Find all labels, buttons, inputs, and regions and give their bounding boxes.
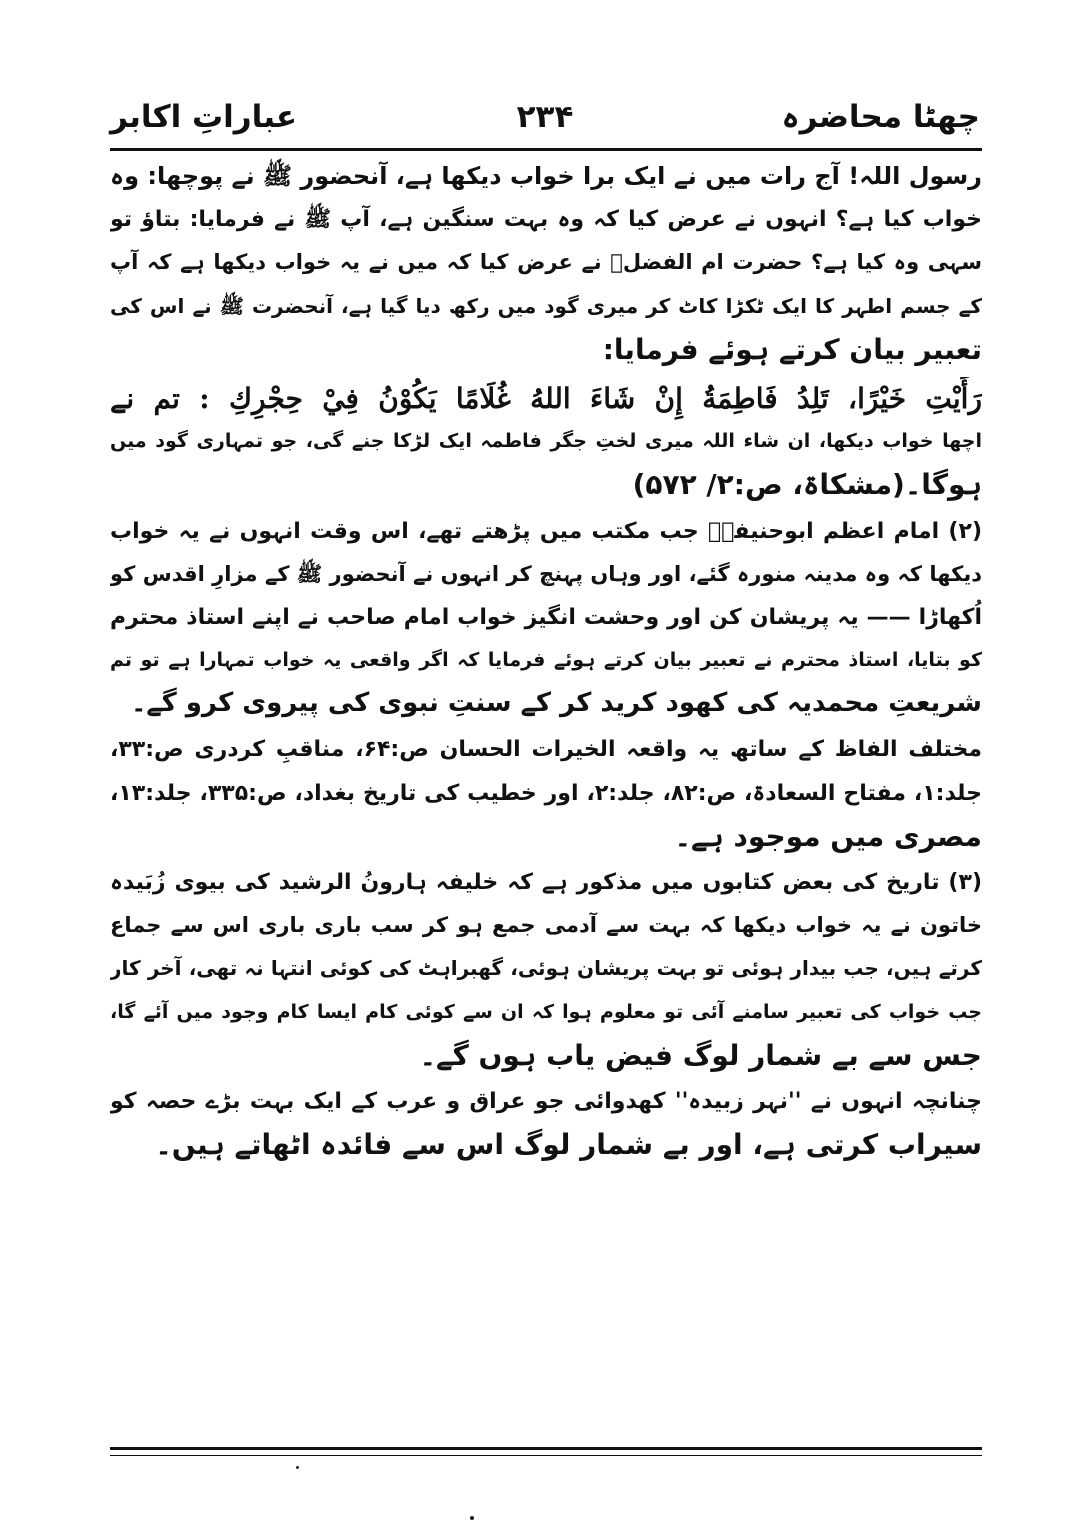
citation-line: ہوگا۔(مشکاۃ، ص:۲/ ۵۷۲) xyxy=(632,468,982,502)
text-line: خواب کیا ہے؟ انہوں نے عرض کیا کہ وہ بہت سنگین ہے، آپ ﷺ نے فرمایا: بتاؤ تو xyxy=(110,207,982,233)
reference-line: جلد:۱، مفتاح السعادۃ، ص:۸۲، جلد:۲، اور خطیب کی تاریخ بغداد، ص:۳۳۵، جلد:۱۳، xyxy=(110,780,982,806)
reference-line: مختلف الفاظ کے ساتھ یہ واقعہ الخیرات الحسان ص:۶۴، مناقبِ کردری ص:۳۳، xyxy=(110,737,982,763)
chapter-title: چھٹا محاضرہ xyxy=(781,99,980,135)
text-line: شریعتِ محمدیہ کی کھود کرید کر کے سنتِ نبوی کی پیروی کرو گے۔ xyxy=(131,688,982,719)
scan-speck xyxy=(470,1516,474,1520)
arabic-quote-line: رَأَيْتِ خَيْرًا، تَلِدُ فَاطِمَةُ إِنْ شَاءَ اللهُ غُلَامًا يَكُوْنُ فِيْ حِجْرِكِ : تم نے xyxy=(110,381,982,415)
text-line: جس سے بے شمار لوگ فیض یاب ہوں گے۔ xyxy=(419,1038,982,1072)
text-line: خاتون نے یہ خواب دیکھا کہ بہت سے آدمی جمع ہو کر سب باری باری اس سے جماع xyxy=(110,913,982,938)
text-line: جب خواب کی تعبیر سامنے آئی تو معلوم ہوا کہ ان سے کوئی کام ایسا کام وجود میں آئے گا، xyxy=(110,1000,982,1023)
reference-line: مصری میں موجود ہے۔ xyxy=(674,819,982,853)
footer-rule-thin xyxy=(110,1455,982,1456)
text-line: تعبیر بیان کرتے ہوئے فرمایا: xyxy=(602,332,982,366)
text-line: سہی وہ کیا ہے؟ حضرت ام الفضلؓ نے عرض کیا کہ میں نے یہ خواب دیکھا ہے کہ آپ xyxy=(110,250,982,275)
text-line: رسول اللہ! آج رات میں نے ایک برا خواب دیکھا ہے، آنحضور ﷺ نے پوچھا: وہ xyxy=(110,162,982,190)
footer-rule xyxy=(110,1447,982,1450)
body-text xyxy=(110,152,982,1166)
paragraph-start-line: (۲) امام اعظم ابوحنیفہؒ جب مکتب میں پڑھتے تھے، اس وقت انہوں نے یہ خواب xyxy=(110,518,982,544)
paragraph-start-line: چنانچہ انہوں نے ''نہر زبیدہ'' کھدوائی جو عراق و عرب کے ایک بہت بڑے حصہ کو xyxy=(110,1088,982,1114)
paragraph-start-line: (۳) تاریخ کی بعض کتابوں میں مذکور ہے کہ خلیفہ ہارونُ الرشید کی بیوی زُبَیدہ xyxy=(110,870,982,895)
header-rule xyxy=(110,148,982,151)
text-line: کو بتایا، استاذ محترم نے تعبیر بیان کرتے ہوئے فرمایا کہ اگر واقعی یہ خواب تمہارا ہے تو تم xyxy=(110,649,982,672)
book-title: عباراتِ اکابر xyxy=(110,99,298,135)
text-line: اچھا خواب دیکھا، ان شاء اللہ میری لختِ جگر فاطمہ ایک لڑکا جنے گی، جو تمہاری گود میں xyxy=(110,430,982,453)
page-header xyxy=(110,92,980,142)
text-line: کے جسم اطہر کا ایک ٹکڑا کاٹ کر میری گود میں رکھ دیا گیا ہے، آنحضرت ﷺ نے اس کی xyxy=(110,293,982,318)
text-line: دیکھا کہ وہ مدینہ منورہ گئے، اور وہاں پہنچ کر انہوں نے آنحضور ﷺ کے مزارِ اقدس کو xyxy=(110,561,982,586)
scan-speck xyxy=(296,1466,299,1469)
text-line: کرتے ہیں، جب بیدار ہوئی تو بہت پریشان ہوئی، گھبراہٹ کی کوئی انتہا نہ تھی، آخر کار xyxy=(110,956,982,981)
text-line: اُکھاڑا —— یہ پریشان کن اور وحشت انگیز خواب امام صاحب نے اپنے استاذ محترم xyxy=(110,604,982,630)
text-line: سیراب کرتی ہے، اور بے شمار لوگ اس سے فائدہ اٹھاتے ہیں۔ xyxy=(155,1128,982,1162)
page-number: ۲۳۴ xyxy=(516,99,574,135)
